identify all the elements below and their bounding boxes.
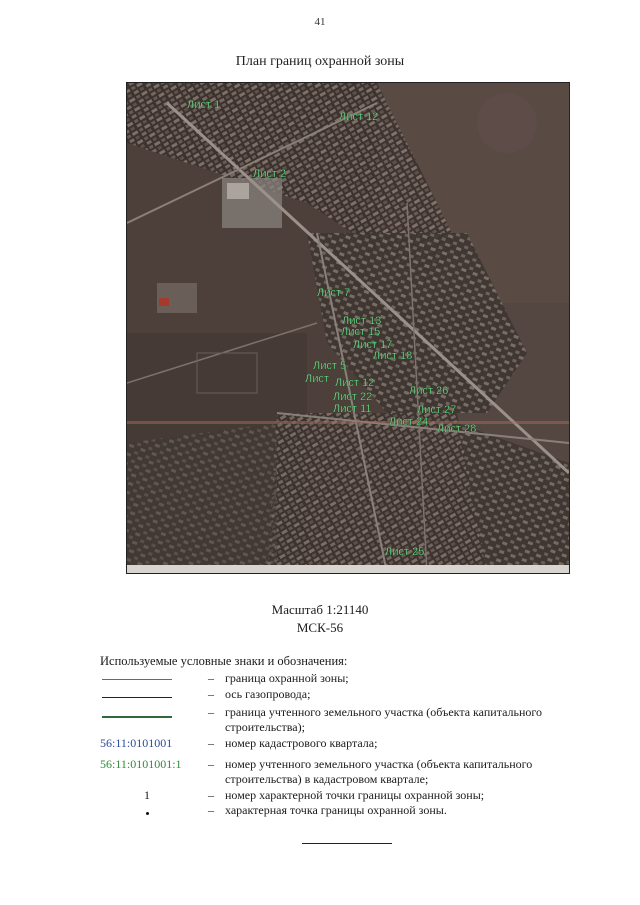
sheet-label: Лист 7 (317, 287, 351, 299)
legend-text: номер учтенного земельного участка (объекта капитального строительства) в кадастровом квартале; (225, 757, 533, 786)
legend-dash: – (208, 671, 214, 685)
legend-row (100, 671, 580, 686)
legend-row (100, 757, 580, 787)
scale-ratio: Масштаб 1:21140 (271, 602, 369, 617)
sheet-label: Лист 2 (253, 168, 287, 180)
legend-dash: – (208, 803, 214, 817)
sheet-label: Лист 24 (389, 416, 429, 428)
sheet-label: Лист 15 (341, 326, 381, 338)
page-title: План границ охранной зоны (235, 54, 405, 69)
legend-text: ось газопровода; (225, 687, 311, 701)
legend-dash: – (208, 736, 214, 750)
legend-text: номер характерной точки границы охранной зоны; (225, 788, 485, 802)
sheet-label: Лист 26 (409, 385, 449, 397)
legend-row (100, 687, 580, 702)
sheet-label: Лист 1 (187, 99, 221, 111)
map-canvas (127, 83, 569, 573)
legend-row (100, 803, 580, 818)
legend-row (100, 705, 580, 735)
legend-dash: – (208, 687, 214, 701)
sheet-label: Лист 22 (333, 391, 373, 403)
sheet-label: Лист 25 (385, 546, 425, 558)
legend-row (100, 788, 580, 803)
legend-dash: – (208, 788, 214, 802)
coordinate-system: МСК-56 (296, 620, 344, 635)
legend-text: граница учтенного земельного участка (объекта капитального строительства); (225, 705, 543, 734)
footer-rule (302, 843, 392, 844)
satellite-map[interactable] (126, 82, 570, 574)
sheet-label: Лист 11 (333, 403, 372, 415)
legend-row (100, 736, 580, 751)
legend-dash: – (208, 757, 214, 771)
sheet-label: Лист 17 (353, 339, 393, 351)
sheet-label: Лист 18 (373, 350, 413, 362)
page-number: 41 (314, 16, 326, 28)
parcel-code-sample: 56:11:0101001:1 (100, 757, 182, 771)
zone-boundary-line-symbol (102, 679, 172, 680)
quarter-code-sample: 56:11:0101001 (100, 736, 173, 750)
parcel-boundary-line-symbol (102, 716, 172, 718)
point-number-sample: 1 (144, 788, 150, 802)
legend-text: граница охранной зоны; (225, 671, 349, 685)
sheet-label: Лист (305, 373, 329, 385)
legend-text: номер кадастрового квартала; (225, 736, 378, 750)
sheet-label: Лист 28 (437, 423, 477, 435)
sheet-label: Лист 13 (342, 315, 382, 327)
gas-axis-line-symbol (102, 697, 172, 698)
scale-block (0, 601, 640, 637)
sheet-label: Лист 5 (313, 360, 347, 372)
legend-dash: – (208, 705, 214, 719)
legend-title: Используемые условные знаки и обозначения: (100, 654, 348, 668)
sheet-label: Лист 12 (335, 377, 375, 389)
sheet-label: Лист 27 (417, 404, 457, 416)
point-dot-symbol (146, 812, 149, 815)
legend-text: характерная точка границы охранной зоны. (225, 803, 447, 817)
sheet-label: Лист 12 (339, 111, 379, 123)
